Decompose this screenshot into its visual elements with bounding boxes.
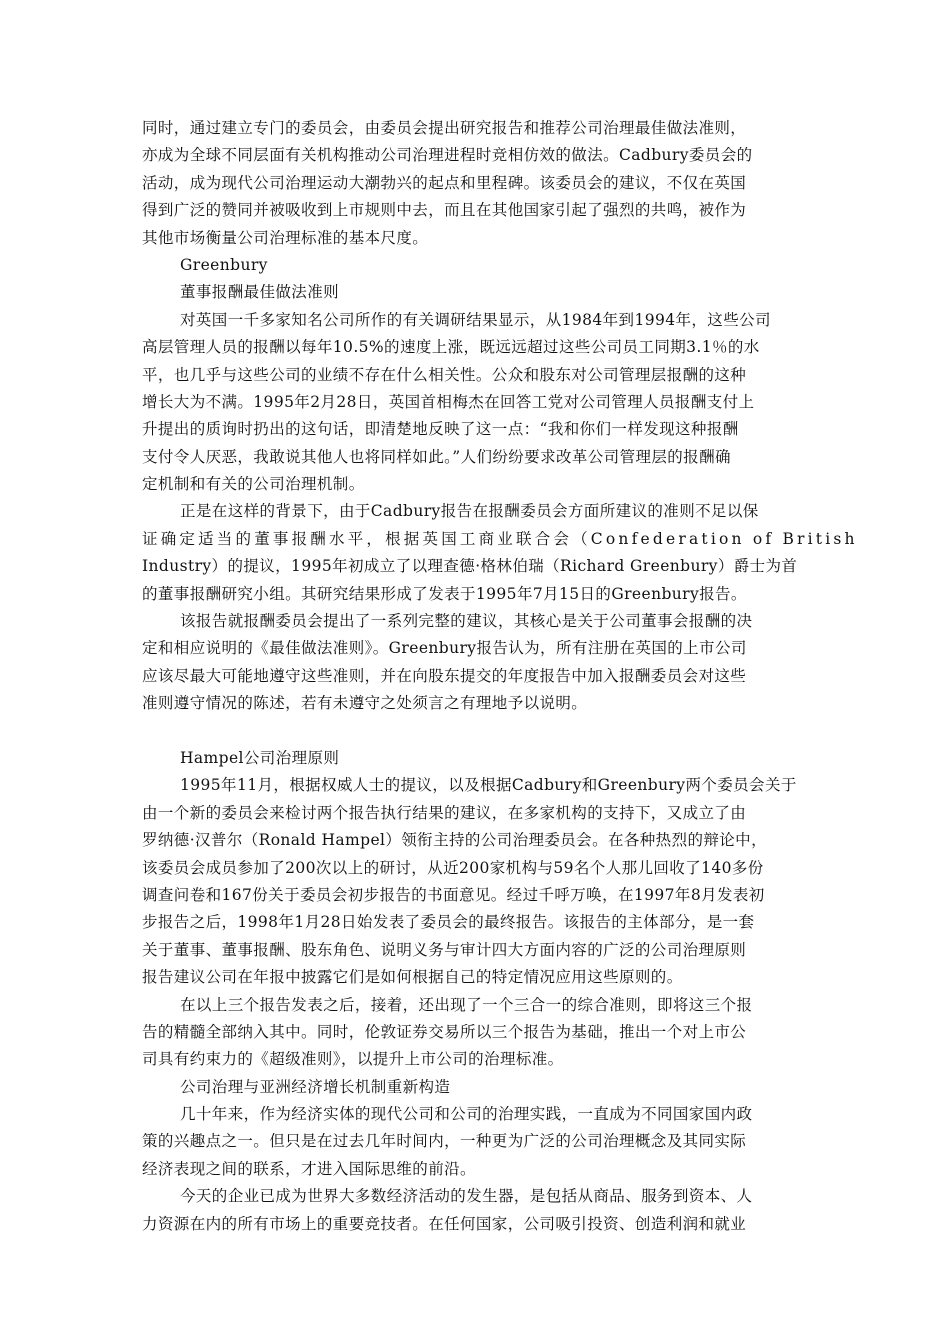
- section-heading-asia: 公司治理与亚洲经济增长机制重新构造: [180, 1077, 451, 1096]
- text-line: 司具有约束力的《超级准则》，以提升上市公司的治理标准。: [142, 1050, 564, 1069]
- text-line: 同时，通过建立专门的委员会，由委员会提出研究报告和推荐公司治理最佳做法准则，: [142, 119, 747, 137]
- text-line: 告的精髓全部纳入其中。同时，伦敦证券交易所以三个报告为基础，推出一个对上市公: [142, 1022, 747, 1041]
- text-line: 增长大为不满。1995年2月28日，英国首相梅杰在回答工党对公司管理人员报酬支付上: [142, 392, 755, 411]
- paragraph-asia-2: [142, 1183, 872, 1238]
- text-line: 定机制和有关的公司治理机制。: [142, 475, 365, 494]
- text-line: 的董事报酬研究小组。其研究结果形成了发表于1995年7月15日的Greenbury报告。: [142, 584, 747, 603]
- text-line: 关于董事、董事报酬、股东角色、说明义务与审计四大方面内容的广泛的公司治理原则: [142, 940, 747, 959]
- paragraph-greenbury-2: [142, 498, 872, 608]
- paragraph-asia-1: [142, 1101, 872, 1183]
- text-line: 其他市场衡量公司治理标准的基本尺度。: [142, 228, 429, 247]
- text-line: 在以上三个报告发表之后，接着，还出现了一个三合一的综合准则，即将这三个报: [180, 995, 753, 1014]
- text-line: 得到广泛的赞同并被吸收到上市规则中去，而且在其他国家引起了强烈的共鸣，被作为: [142, 201, 747, 220]
- paragraph-greenbury-1: [142, 307, 872, 499]
- section-heading-hampel: Hampel公司治理原则: [180, 748, 340, 767]
- text-line: 该委员会成员参加了200次以上的研讨，从近200家机构与59名个人那儿回收了140多份: [142, 858, 764, 877]
- text-line: 报告建议公司在年报中披露它们是如何根据自己的特定情况应用这些原则的。: [142, 968, 683, 987]
- text-line: 应该尽最大可能地遵守这些准则，并在向股东提交的年度报告中加入报酬委员会对这些: [142, 666, 747, 685]
- text-line: 罗纳德·汉普尔（Ronald Hampel）领衔主持的公司治理委员会。在各种热烈的辩论中，: [142, 831, 767, 850]
- text-line: 策的兴趣点之一。但只是在过去几年时间内，一种更为广泛的公司治理概念及其同实际: [142, 1132, 747, 1151]
- text-line: 准则遵守情况的陈述，若有未遵守之处须言之有理地予以说明。: [142, 694, 588, 713]
- blank-line: [142, 718, 872, 745]
- text-line: 今天的企业已成为世界大多数经济活动的发生器，是包括从商品、服务到资本、人: [180, 1187, 753, 1206]
- text-line: 力资源在内的所有市场上的重要竞技者。在任何国家，公司吸引投资、创造利润和就业: [142, 1214, 747, 1233]
- section-subheading-greenbury: 董事报酬最佳做法准则: [180, 283, 340, 302]
- text-line: 1995年11月，根据权威人士的提议，以及根据Cadbury和Greenbury两个委员会关于: [180, 776, 797, 795]
- text-line: 亦成为全球不同层面有关机构推动公司治理进程时竞相仿效的做法。Cadbury委员会的: [142, 146, 753, 165]
- paragraph-intro: [142, 115, 872, 252]
- text-line: 该报告就报酬委员会提出了一系列完整的建议，其核心是关于公司董事会报酬的决: [180, 612, 753, 631]
- text-line: 步报告之后，1998年1月28日始发表了委员会的最终报告。该报告的主体部分，是一套: [142, 913, 755, 932]
- document-body: [142, 115, 872, 1238]
- text-line: 几十年来，作为经济实体的现代公司和公司的治理实践，一直成为不同国家国内政: [180, 1105, 753, 1124]
- text-line: 定和相应说明的《最佳做法准则》。Greenbury报告认为，所有注册在英国的上市公司: [142, 639, 747, 658]
- text-line: 支付令人厌恶，我敢说其他人也将同样如此。”人们纷纷要求改革公司管理层的报酬确: [142, 447, 731, 466]
- text-line: 正是在这样的背景下，由于Cadbury报告在报酬委员会方面所建议的准则不足以保: [180, 502, 759, 521]
- text-line: 高层管理人员的报酬以每年10.5%的速度上涨，既远远超过这些公司员工同期3.1％的水: [142, 338, 760, 357]
- paragraph-hampel-2: [142, 992, 872, 1074]
- text-line: 证确定适当的董事报酬水平，根据英国工商业联合会（Confederation of British: [142, 529, 858, 548]
- section-heading-greenbury: Greenbury: [180, 255, 268, 274]
- paragraph-hampel-1: [142, 772, 872, 991]
- text-line: 升提出的质询时扔出的这句话，即清楚地反映了这一点：“我和你们一样发现这种报酬: [142, 420, 739, 439]
- text-line: 由一个新的委员会来检讨两个报告执行结果的建议，在多家机构的支持下，又成立了由: [142, 803, 747, 822]
- paragraph-greenbury-3: [142, 608, 872, 718]
- text-line: 调查问卷和167份关于委员会初步报告的书面意见。经过千呼万唤，在1997年8月发表初: [142, 885, 765, 904]
- text-line: Industry）的提议，1995年初成立了以理查德·格林伯瑞（Richard Greenbury）爵士为首: [142, 557, 798, 576]
- text-line: 对英国一千多家知名公司所作的有关调研结果显示，从1984年到1994年，这些公司: [180, 310, 771, 329]
- text-line: 平，也几乎与这些公司的业绩不存在什么相关性。公众和股东对公司管理层报酬的这种: [142, 365, 747, 384]
- text-line: 活动，成为现代公司治理运动大潮勃兴的起点和里程碑。该委员会的建议，不仅在英国: [142, 173, 747, 192]
- text-line: 经济表现之间的联系，才进入国际思维的前沿。: [142, 1159, 476, 1178]
